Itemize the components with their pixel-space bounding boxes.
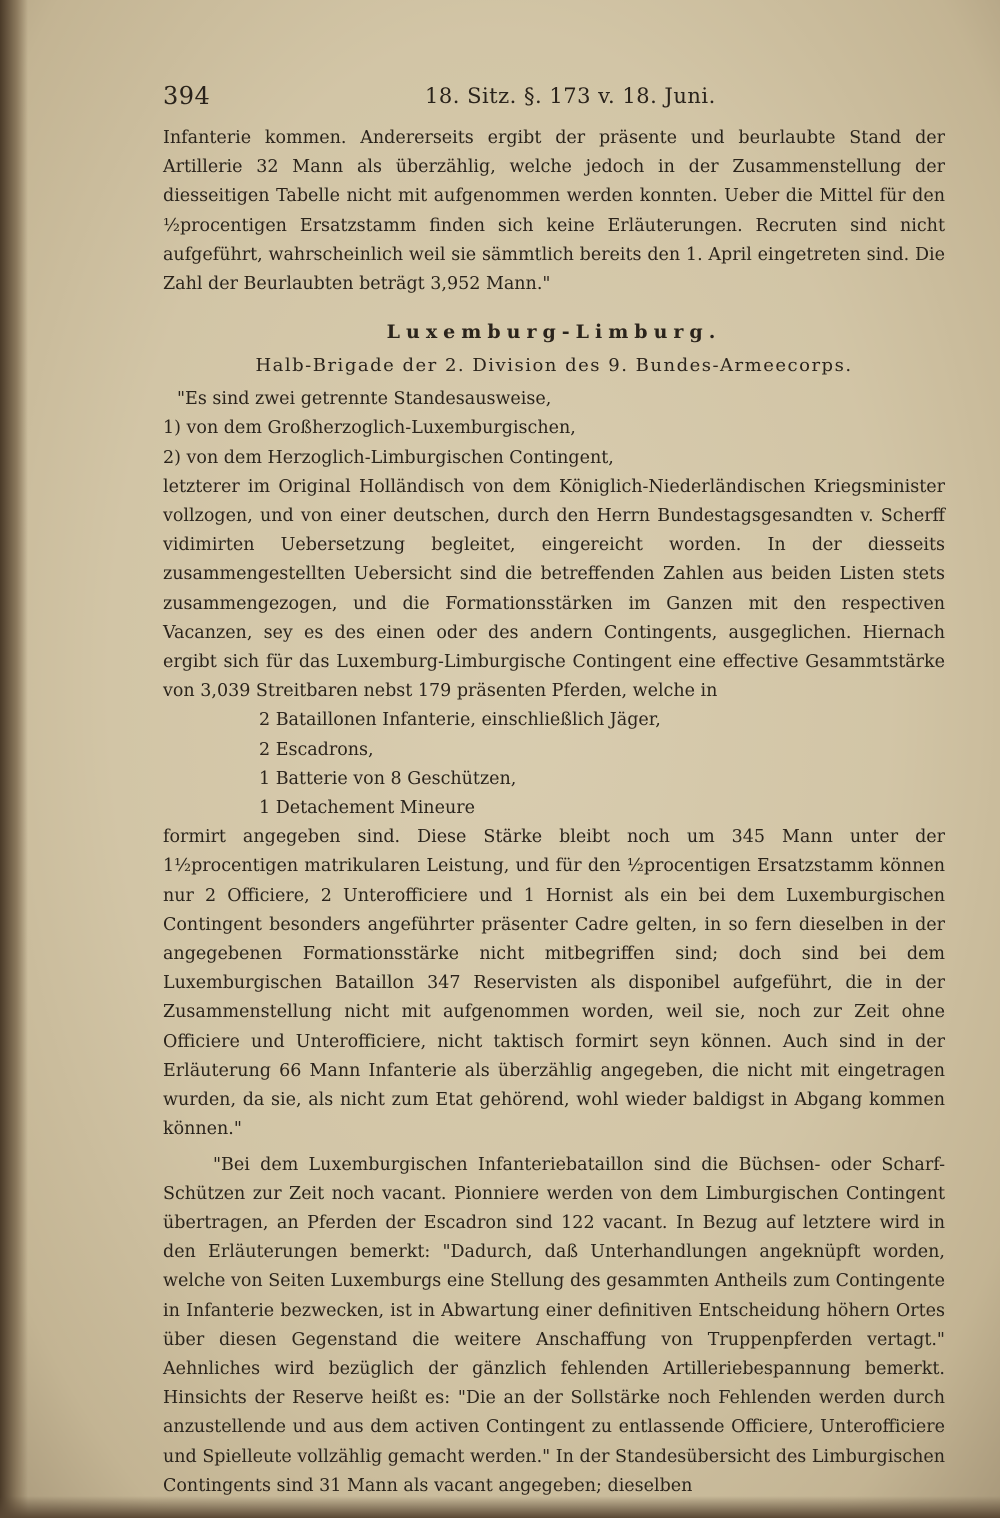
unit-item: 2 Bataillonen Infanterie, einschließlich Jäger, bbox=[259, 710, 661, 731]
source-item: 1) von dem Großherzoglich-Luxemburgischen, bbox=[163, 418, 576, 439]
second-paragraph: "Bei dem Luxemburgischen Infanteriebataillon sind die Büchsen- oder Scharf-Schützen zur Zeit noch vacant. Pionniere werden von dem Limburgischen Contingent übertragen, an Pferden der Escadron sind 122 vacant. In Bezug auf letztere wird in den Erläuterungen bemerkt: "Dadurch, daß Unterhandlungen angeknüpft worden, welche von Seiten Luxemburgs eine Stellung des gesammten Antheils zum Contingente in Infanterie bezwecken, ist in Abwartung einer definitiven Entscheidung höhern Ortes über diesen Gegenstand die weitere Anschaffung von Truppenpferden vertagt." Aehnliches wird bezüglich der gänzlich fehlenden Artilleriebespannung bemerkt. Hinsichts der Reserve heißt es: "Die an der Sollstärke noch Fehlenden werden durch anzustellende und aus dem activen Contingent zu entlassende Officiere, Unterofficiere und Spielleute vollzählig gemacht werden." In der Standesübersicht des Limburgischen Contingents sind 31 Mann als vacant angegeben; dieselben bbox=[163, 1154, 945, 1496]
page-header bbox=[163, 82, 945, 116]
page-number: 394 bbox=[163, 82, 211, 110]
main-paragraph: letzterer im Original Holländisch von dem Königlich-Niederländischen Kriegsminister vollzogen, und von einer deutschen, durch den Herrn Bundestagsgesandten v. Scherff vidimirten Uebersetzung begleitet, eingereicht worden. In der diesseits zusammengestellten Uebersicht sind die betreffenden Zahlen aus beiden Listen stets zusammengezogen, und die Formationsstärken im Ganzen mit den respectiven Vacanzen, sey es des einen oder des andern Contingents, ausgeglichen. Hiernach ergibt sich für das Luxemburg-Limburgische Contingent eine effective Gesammtstärke von 3,039 Streitbaren nebst 179 präsenten Pferden, welche in bbox=[163, 476, 945, 702]
section-heading: Luxemburg-Limburg. bbox=[386, 321, 722, 344]
unit-item: 2 Escadrons, bbox=[259, 739, 374, 760]
after-units-paragraph: formirt angegeben sind. Diese Stärke bleibt noch um 345 Mann unter der 1½procentigen matrikularen Leistung, und für den ½procentigen Ersatzstamm können nur 2 Officiere, 2 Unterofficiere und 1 Hornist als ein bei dem Luxemburgischen Contingent besonders angeführter präsenter Cadre gelten, in so fern dieselben in der angegebenen Formationsstärke nicht mitbegriffen sind; doch sind bei dem Luxemburgischen Bataillon 347 Reservisten als disponibel aufgeführt, die in der Zusammenstellung nicht mit aufgenommen worden, weil sie, noch zur Zeit ohne Officiere und Unterofficiere, nicht taktisch formirt seyn können. Auch sind in der Erläuterung 66 Mann Infanterie als überzählig angegeben, die nicht mit eingetragen wurden, da sie, als nicht zum Etat gehörend, wohl wieder baldigst in Abgang kommen können." bbox=[163, 827, 945, 1140]
page-shadow-left bbox=[0, 0, 28, 1518]
source-item: 2) von dem Herzoglich-Limburgischen Contingent, bbox=[163, 447, 614, 468]
running-head: 18. Sitz. §. 173 v. 18. Juni. bbox=[425, 84, 716, 108]
intro-paragraph: Infanterie kommen. Andererseits ergibt der präsente und beurlaubte Stand der Artillerie 32 Mann als überzählig, welche jedoch in der Zusammenstellung der diesseitigen Tabelle nicht mit aufgenommen werden konnten. Ueber die Mittel für den ½procentigen Ersatzstamm finden sich keine Erläuterungen. Recruten sind nicht aufgeführt, wahrscheinlich weil sie sämmtlich bereits den 1. April eingetreten sind. Die Zahl der Beurlaubten beträgt 3,952 Mann." bbox=[163, 128, 945, 295]
page-body bbox=[163, 124, 945, 1501]
quote-intro: "Es sind zwei getrennte Standesausweise, bbox=[177, 389, 552, 410]
section-subheading: Halb-Brigade der 2. Division des 9. Bundes-Armeecorps. bbox=[255, 355, 853, 377]
unit-item: 1 Batterie von 8 Geschützen, bbox=[259, 768, 517, 789]
unit-item: 1 Detachement Mineure bbox=[259, 798, 475, 819]
